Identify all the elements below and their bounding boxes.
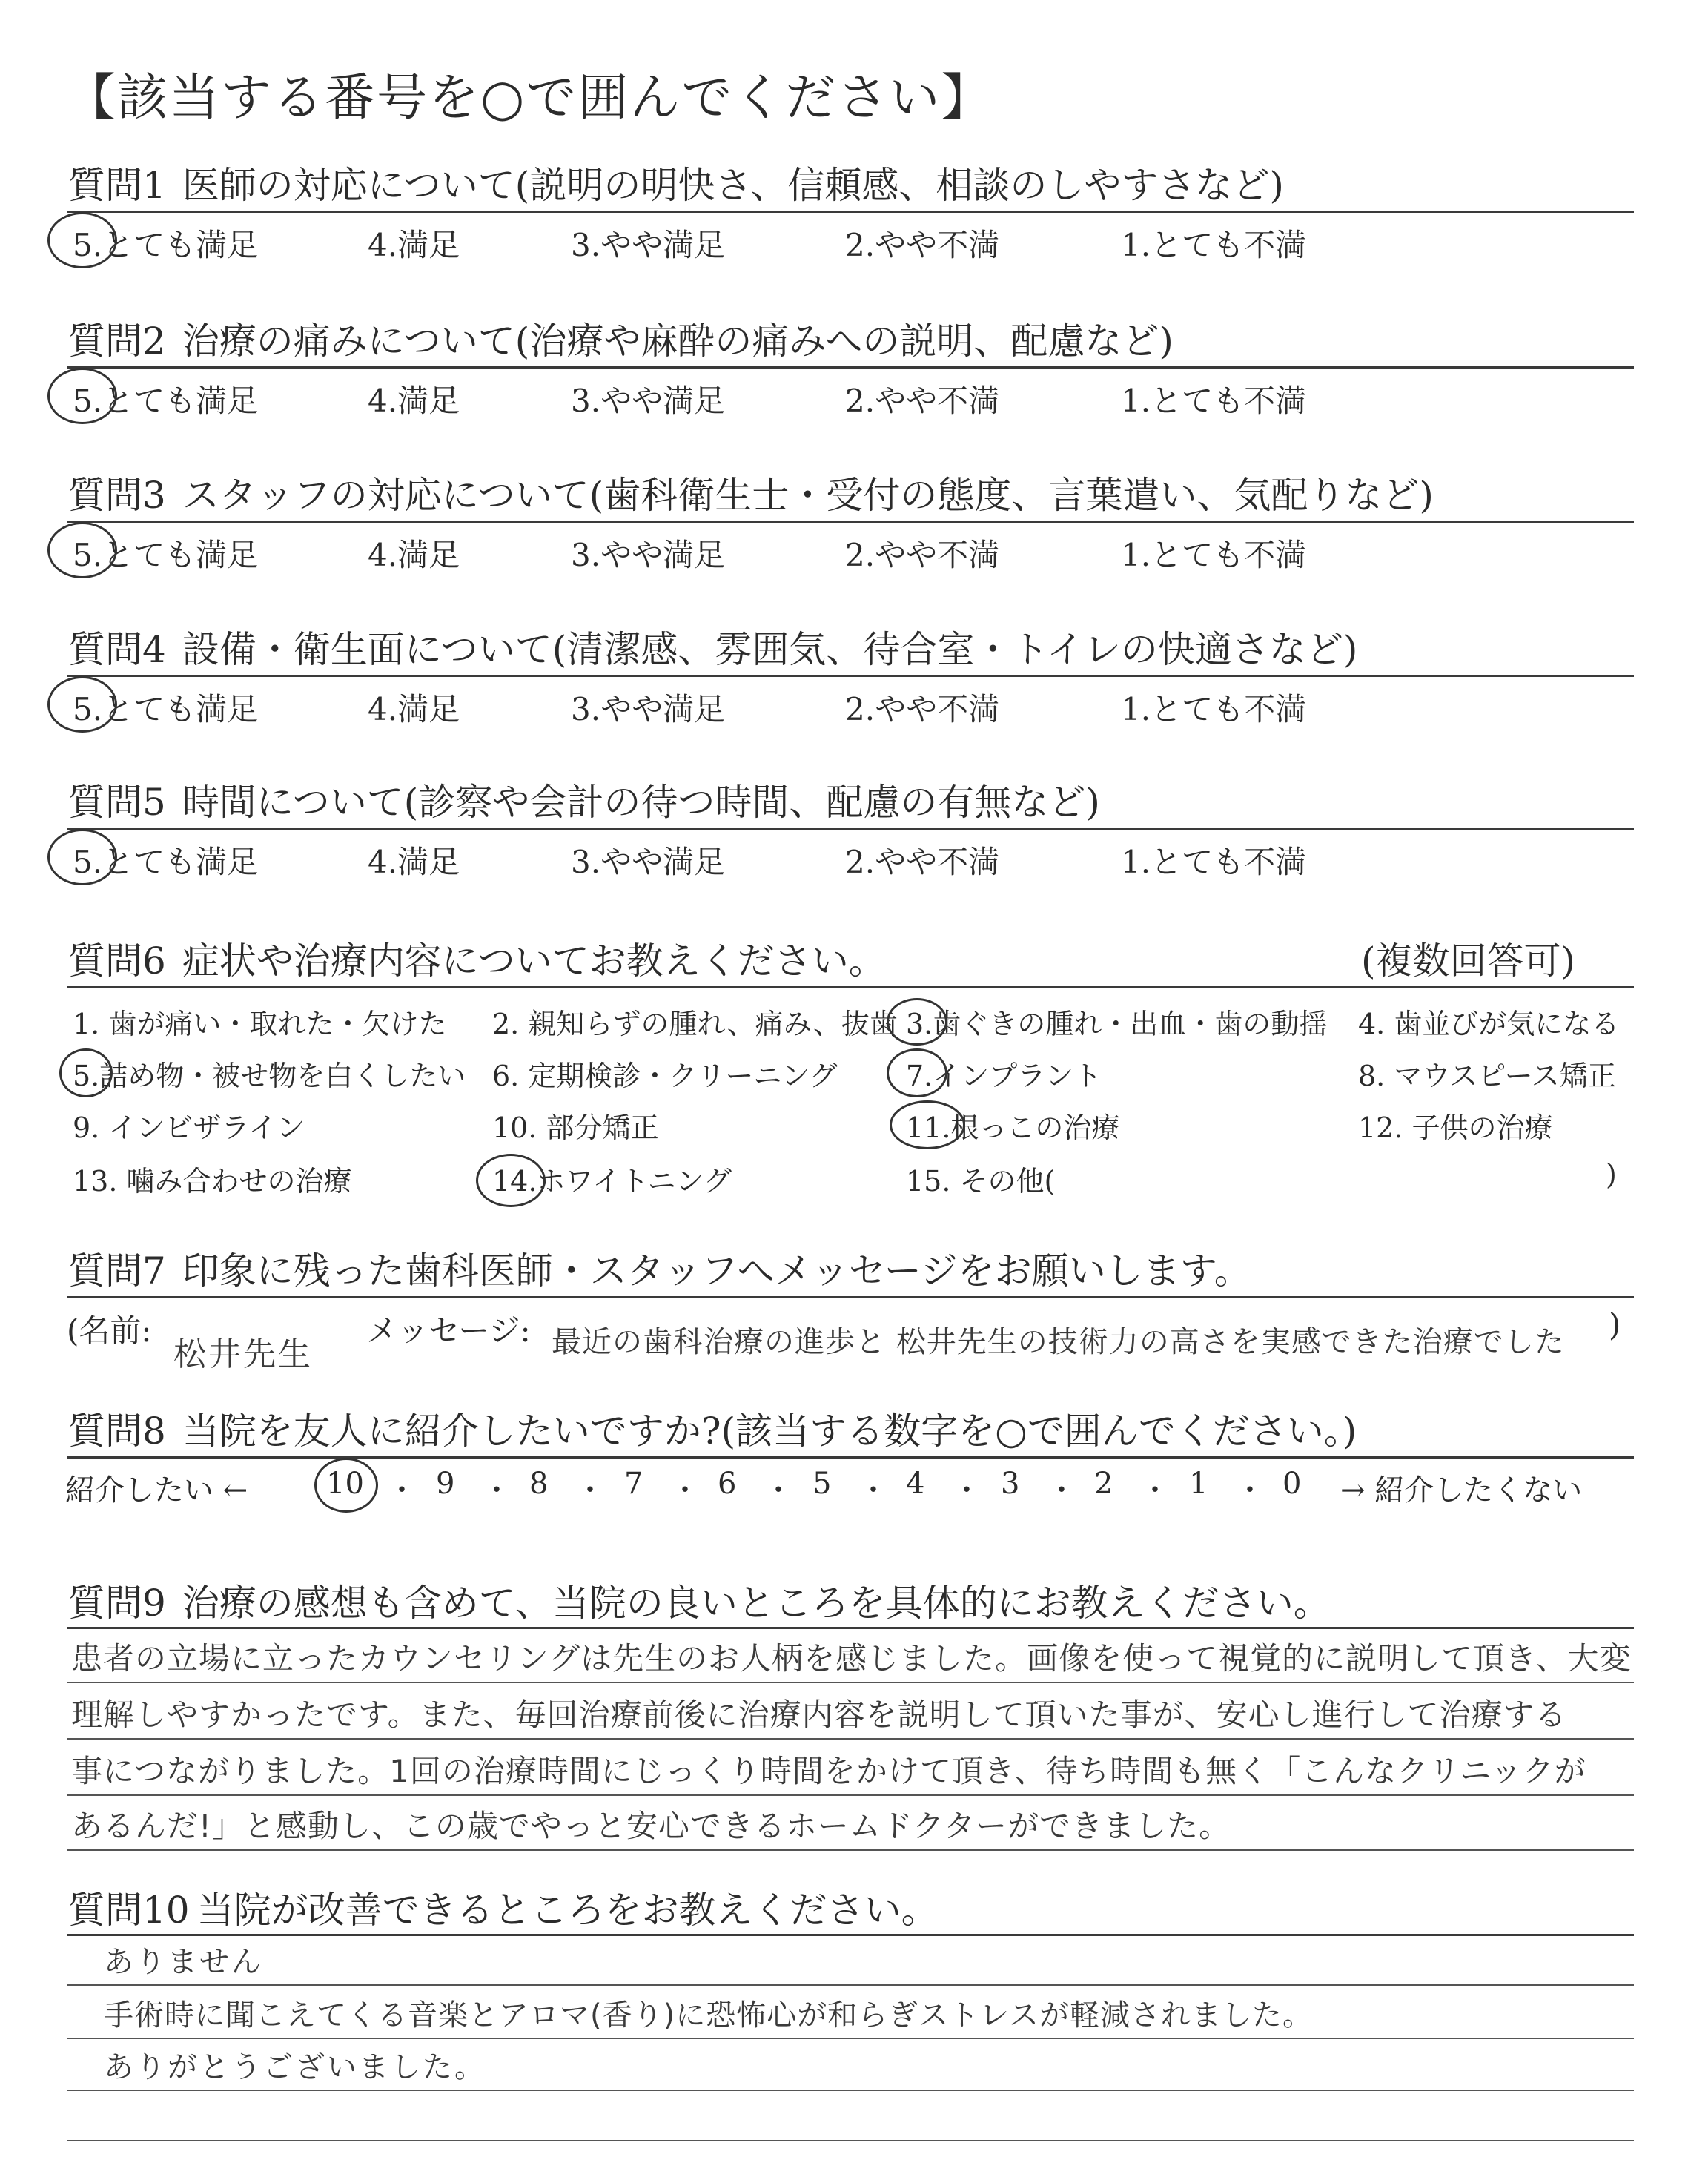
- q8-number-9[interactable]: 9: [436, 1467, 455, 1501]
- q4-option-4[interactable]: 4.満足: [368, 691, 460, 727]
- q6-option-13[interactable]: 13. 噛み合わせの治療: [73, 1165, 352, 1198]
- q2-option-2[interactable]: 2.やや不満: [845, 383, 1000, 419]
- question-9: [68, 1573, 1331, 1627]
- question-2: [68, 311, 1174, 365]
- question-8: [68, 1401, 1357, 1455]
- q2-option-5[interactable]: 5.とても満足: [73, 383, 259, 419]
- q8-selected-circle: [314, 1458, 378, 1513]
- q5-option-5[interactable]: 5.とても満足: [73, 844, 259, 880]
- question-4: [68, 620, 1357, 673]
- q8-separator: ・: [1047, 1473, 1076, 1507]
- question-2-number: 質問2: [68, 320, 166, 363]
- q8-left-label: 紹介したい ←: [65, 1473, 248, 1507]
- q8-number-1[interactable]: 1: [1189, 1467, 1208, 1501]
- q10-answer-line-2[interactable]: 手術時に聞こえてくる音楽とアロマ(香り)に恐怖心が和らぎストレスが軽減されました。: [104, 1998, 1314, 2032]
- question-7-rule: [67, 1296, 1634, 1298]
- q6-circle-5: [59, 1048, 113, 1097]
- q6-option-4[interactable]: 4. 歯並びが気になる: [1358, 1008, 1620, 1040]
- q9-line-2: [67, 1738, 1634, 1740]
- q8-number-3[interactable]: 3: [1001, 1467, 1020, 1501]
- q10-line-1: [67, 1984, 1634, 1986]
- question-4-number: 質問4: [68, 628, 166, 671]
- q4-selected-circle: [47, 676, 117, 733]
- question-9-rule: [67, 1627, 1634, 1629]
- q6-circle-14: [476, 1154, 546, 1207]
- question-8-number: 質問8: [68, 1410, 166, 1453]
- q6-option-9[interactable]: 9. インビザライン: [73, 1112, 305, 1144]
- q6-option-14[interactable]: 14.ホワイトニング: [492, 1165, 732, 1198]
- question-1: [68, 156, 1284, 209]
- question-3-rule: [67, 521, 1634, 523]
- q6-circle-3: [887, 998, 947, 1046]
- q3-option-2[interactable]: 2.やや不満: [845, 537, 1000, 573]
- q5-option-4[interactable]: 4.満足: [368, 844, 460, 880]
- q9-answer-line-3[interactable]: 事につながりました。1回の治療時間にじっくり時間をかけて頂き、待ち時間も無く「こんなクリニックが: [71, 1753, 1586, 1789]
- question-6-note: (複数回答可): [1361, 939, 1576, 982]
- q8-number-5[interactable]: 5: [812, 1467, 832, 1501]
- question-6-number: 質問6: [68, 939, 166, 982]
- question-5-number: 質問5: [68, 781, 166, 824]
- question-4-rule: [67, 675, 1634, 677]
- q1-option-5[interactable]: 5.とても満足: [73, 227, 259, 263]
- q6-option-15-close: ): [1606, 1158, 1617, 1191]
- q5-option-1[interactable]: 1.とても不満: [1121, 844, 1307, 880]
- q1-option-2[interactable]: 2.やや不満: [845, 227, 1000, 263]
- q8-right-label: → 紹介したくない: [1340, 1473, 1583, 1507]
- q7-message-value[interactable]: 最近の歯科治療の進歩と 松井先生の技術力の高さを実感できた治療でした: [552, 1325, 1565, 1359]
- question-3-text: スタッフの対応について(歯科衛生士・受付の態度、言葉遣い、気配りなど): [182, 474, 1434, 517]
- q8-separator: ・: [1140, 1473, 1170, 1507]
- q5-option-2[interactable]: 2.やや不満: [845, 844, 1000, 880]
- question-10-number: 質問10: [68, 1889, 190, 1932]
- q5-option-3[interactable]: 3.やや満足: [571, 844, 726, 880]
- q3-option-1[interactable]: 1.とても不満: [1121, 537, 1307, 573]
- question-10: [68, 1880, 939, 1934]
- q6-option-2[interactable]: 2. 親知らずの腫れ、痛み、抜歯: [492, 1008, 898, 1040]
- q8-number-8[interactable]: 8: [529, 1467, 549, 1501]
- question-6-rule: [67, 986, 1634, 988]
- q6-option-6[interactable]: 6. 定期検診・クリーニング: [492, 1060, 838, 1092]
- q8-separator: ・: [482, 1473, 512, 1507]
- q8-separator: ・: [670, 1473, 700, 1507]
- q6-option-15[interactable]: 15. その他(: [906, 1165, 1056, 1198]
- q9-answer-line-2[interactable]: 理解しやすかったです。また、毎回治療前後に治療内容を説明して頂いた事が、安心し進行して治療する: [71, 1697, 1567, 1733]
- q6-option-1[interactable]: 1. 歯が痛い・取れた・欠けた: [73, 1008, 447, 1040]
- q10-answer-line-3[interactable]: ありがとうございました。: [104, 2050, 486, 2084]
- q7-close-paren: ): [1609, 1307, 1621, 1343]
- q9-answer-line-1[interactable]: 患者の立場に立ったカウンセリングは先生のお人柄を感じました。画像を使って視覚的に説明して頂き、大変: [71, 1640, 1632, 1677]
- question-6: [68, 931, 886, 985]
- q2-option-4[interactable]: 4.満足: [368, 383, 460, 419]
- question-9-text: 治療の感想も含めて、当院の良いところを具体的にお教えください。: [182, 1582, 1331, 1625]
- q8-separator: ・: [1235, 1473, 1265, 1507]
- q3-option-5[interactable]: 5.とても満足: [73, 537, 259, 573]
- q6-circle-7: [887, 1048, 947, 1097]
- page-header: 【該当する番号を○で囲んでください】: [65, 69, 993, 128]
- q6-option-8[interactable]: 8. マウスピース矯正: [1358, 1060, 1616, 1092]
- question-1-number: 質問1: [68, 164, 166, 207]
- q2-option-1[interactable]: 1.とても不満: [1121, 383, 1307, 419]
- question-5-rule: [67, 828, 1634, 830]
- q10-line-3: [67, 2090, 1634, 2091]
- q6-option-3[interactable]: 3.歯ぐきの腫れ・出血・歯の動揺: [906, 1008, 1328, 1040]
- q9-line-1: [67, 1682, 1634, 1683]
- question-10-text: 当院が改善できるところをお教えください。: [196, 1889, 939, 1932]
- question-10-rule: [67, 1934, 1634, 1936]
- q8-number-4[interactable]: 4: [906, 1467, 925, 1501]
- q8-number-2[interactable]: 2: [1094, 1467, 1113, 1501]
- q6-circle-11: [890, 1100, 965, 1149]
- question-7-number: 質問7: [68, 1249, 166, 1292]
- q1-option-4[interactable]: 4.満足: [368, 227, 460, 263]
- question-4-text: 設備・衛生面について(清潔感、雰囲気、待合室・トイレの快適さなど): [182, 628, 1358, 671]
- q4-option-1[interactable]: 1.とても不満: [1121, 691, 1307, 727]
- question-7-text: 印象に残った歯科医師・スタッフへメッセージをお願いします。: [182, 1249, 1251, 1292]
- q1-option-3[interactable]: 3.やや満足: [571, 227, 726, 263]
- question-3-number: 質問3: [68, 474, 166, 517]
- question-5-text: 時間について(診察や会計の待つ時間、配慮の有無など): [182, 781, 1100, 824]
- q6-option-10[interactable]: 10. 部分矯正: [492, 1112, 659, 1144]
- q8-separator: ・: [952, 1473, 982, 1507]
- q10-line-2: [67, 2038, 1634, 2039]
- q7-name-value[interactable]: 松井先生: [173, 1335, 313, 1373]
- q8-separator: ・: [387, 1473, 417, 1507]
- question-7: [68, 1241, 1251, 1295]
- q3-selected-circle: [47, 522, 117, 578]
- q8-number-6[interactable]: 6: [718, 1467, 737, 1501]
- question-1-text: 医師の対応について(説明の明快さ、信頼感、相談のしやすさなど): [182, 164, 1284, 207]
- q3-option-4[interactable]: 4.満足: [368, 537, 460, 573]
- question-8-text: 当院を友人に紹介したいですか?(該当する数字を○で囲んでください。): [182, 1410, 1357, 1453]
- q3-option-3[interactable]: 3.やや満足: [571, 537, 726, 573]
- q8-number-0[interactable]: 0: [1282, 1467, 1302, 1501]
- q7-message-label: メッセージ:: [366, 1312, 531, 1349]
- q2-option-3[interactable]: 3.やや満足: [571, 383, 726, 419]
- question-5: [68, 773, 1100, 826]
- q9-line-3: [67, 1794, 1634, 1796]
- q9-line-4: [67, 1849, 1634, 1851]
- q6-option-5[interactable]: 5.詰め物・被せ物を白くしたい: [73, 1060, 466, 1092]
- q2-selected-circle: [47, 368, 117, 424]
- q8-number-7[interactable]: 7: [624, 1467, 643, 1501]
- q8-separator: ・: [764, 1473, 793, 1507]
- q10-answer-line-1[interactable]: ありません: [104, 1945, 263, 1979]
- q4-option-5[interactable]: 5.とても満足: [73, 691, 259, 727]
- q6-option-11[interactable]: 11.根っこの治療: [906, 1112, 1120, 1144]
- question-1-rule: [67, 211, 1634, 213]
- q5-selected-circle: [47, 829, 117, 885]
- question-2-text: 治療の痛みについて(治療や麻酔の痛みへの説明、配慮など): [182, 320, 1174, 363]
- question-2-rule: [67, 366, 1634, 369]
- q4-option-2[interactable]: 2.やや不満: [845, 691, 1000, 727]
- q6-option-7[interactable]: 7.インプラント: [906, 1060, 1102, 1092]
- question-3: [68, 466, 1434, 519]
- question-6-text: 症状や治療内容についてお教えください。: [182, 939, 886, 982]
- q4-option-3[interactable]: 3.やや満足: [571, 691, 726, 727]
- q6-option-12[interactable]: 12. 子供の治療: [1358, 1112, 1553, 1144]
- q8-separator: ・: [858, 1473, 888, 1507]
- q8-separator: ・: [575, 1473, 605, 1507]
- q10-line-4: [67, 2140, 1634, 2141]
- question-9-number: 質問9: [68, 1582, 166, 1625]
- question-8-rule: [67, 1456, 1634, 1459]
- q1-selected-circle: [47, 212, 117, 268]
- q8-number-10[interactable]: 10: [326, 1467, 364, 1501]
- q1-option-1[interactable]: 1.とても不満: [1121, 227, 1307, 263]
- q9-answer-line-4[interactable]: あるんだ!」と感動し、この歳でやっと安心できるホームドクターができました。: [71, 1808, 1231, 1844]
- q7-name-label: (名前:: [67, 1312, 152, 1349]
